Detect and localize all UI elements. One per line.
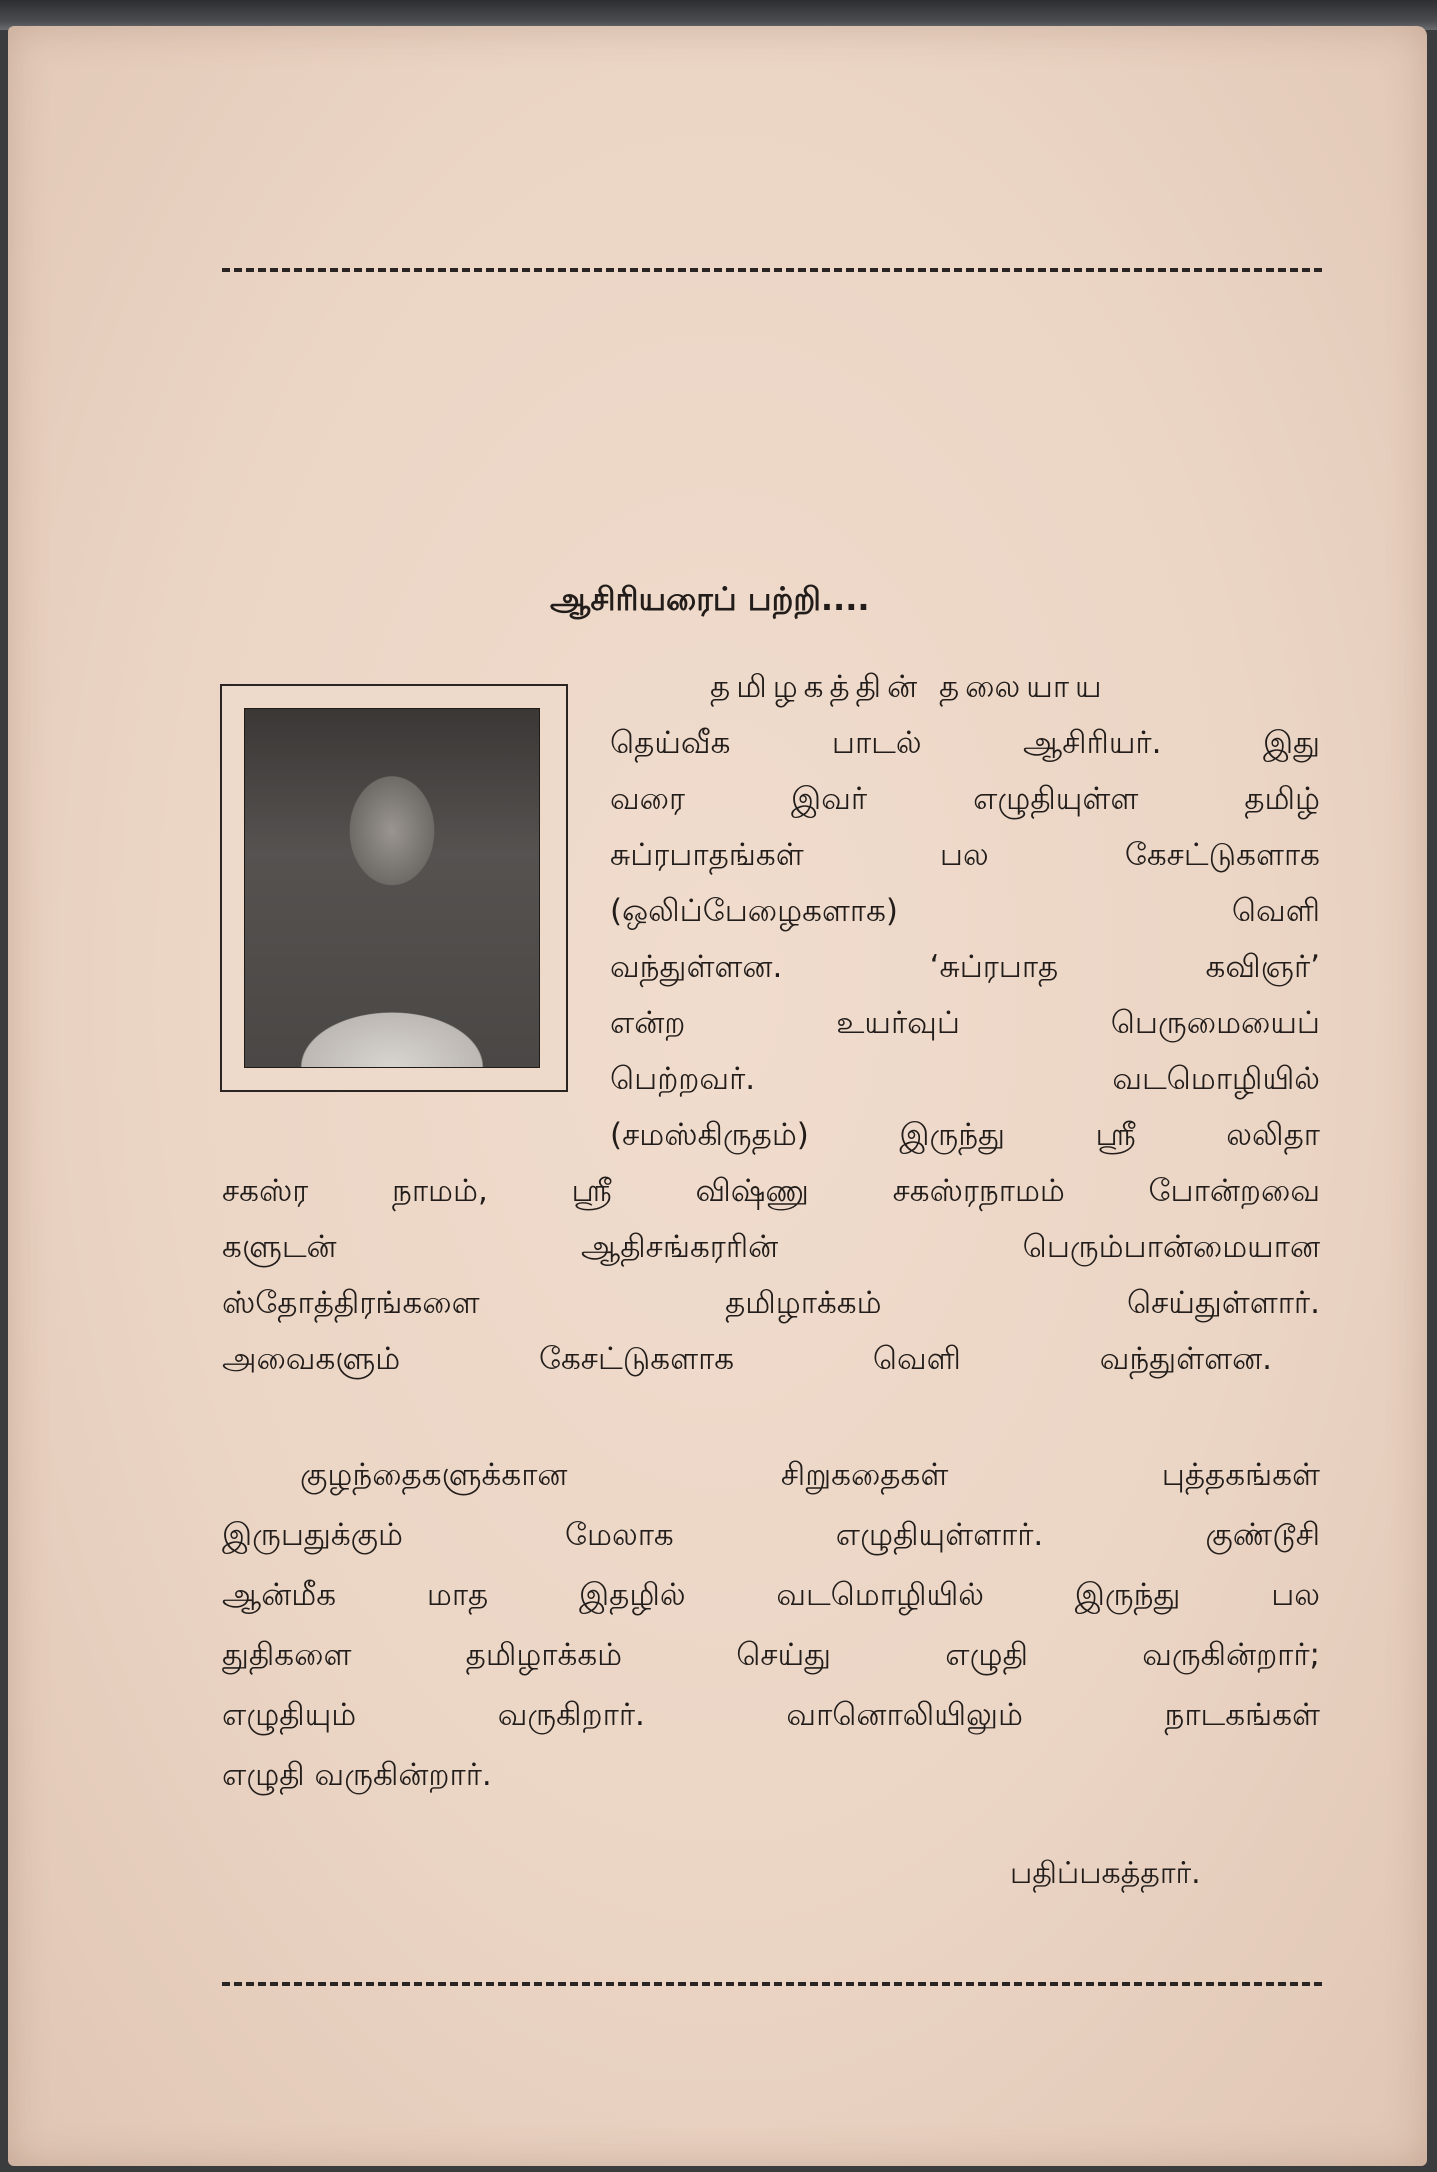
bottom-dashed-divider bbox=[222, 1982, 1322, 1986]
bio-line: (ஒலிப்பேழைகளாக) வெளி bbox=[610, 893, 1320, 929]
bio-line: குழந்தைகளுக்கான சிறுகதைகள் புத்தகங்கள் bbox=[300, 1457, 1320, 1493]
bio-line: ஸ்தோத்திரங்களை தமிழாக்கம் செய்துள்ளார். bbox=[222, 1285, 1320, 1321]
bio-line: வரை இவர் எழுதியுள்ள தமிழ் bbox=[610, 781, 1320, 817]
bio-line: துதிகளை தமிழாக்கம் செய்து எழுதி வருகின்றார்; bbox=[222, 1637, 1320, 1673]
publisher-signature: பதிப்பகத்தார். bbox=[1010, 1856, 1201, 1891]
bio-line: களுடன் ஆதிசங்கரரின் பெரும்பான்மையான bbox=[222, 1229, 1320, 1265]
bio-line: பெற்றவர். வடமொழியில் bbox=[610, 1061, 1320, 1097]
bio-line: சகஸ்ர நாமம், ஸ்ரீ விஷ்ணு சகஸ்ரநாமம் போன்றவை bbox=[222, 1173, 1320, 1209]
author-photo bbox=[244, 708, 540, 1068]
bio-line: ஆன்மீக மாத இதழில் வடமொழியில் இருந்து பல bbox=[222, 1577, 1320, 1613]
bio-line: இருபதுக்கும் மேலாக எழுதியுள்ளார். குண்டூசி bbox=[222, 1517, 1320, 1553]
about-author-heading: ஆசிரியரைப் பற்றி.... bbox=[550, 580, 870, 618]
top-dashed-divider bbox=[222, 268, 1322, 272]
bio-line: தமிழகத்தின் தலையாய bbox=[710, 669, 1108, 705]
author-photo-frame bbox=[220, 684, 568, 1092]
bio-line: தெய்வீக பாடல் ஆசிரியர். இது bbox=[610, 725, 1320, 761]
bio-line: வந்துள்ளன. ‘சுப்ரபாத கவிஞர்’ bbox=[610, 949, 1320, 985]
bio-line: அவைகளும் கேசட்டுகளாக வெளி வந்துள்ளன. bbox=[222, 1341, 1272, 1377]
bio-line: (சமஸ்கிருதம்) இருந்து ஸ்ரீ லலிதா bbox=[610, 1117, 1320, 1153]
bio-line: என்ற உயர்வுப் பெருமையைப் bbox=[610, 1005, 1320, 1041]
bio-line: எழுதியும் வருகிறார். வானொலியிலும் நாடகங்கள் bbox=[222, 1697, 1320, 1733]
bio-line: சுப்ரபாதங்கள் பல கேசட்டுகளாக bbox=[610, 837, 1320, 873]
bio-line: எழுதி வருகின்றார். bbox=[222, 1757, 492, 1793]
